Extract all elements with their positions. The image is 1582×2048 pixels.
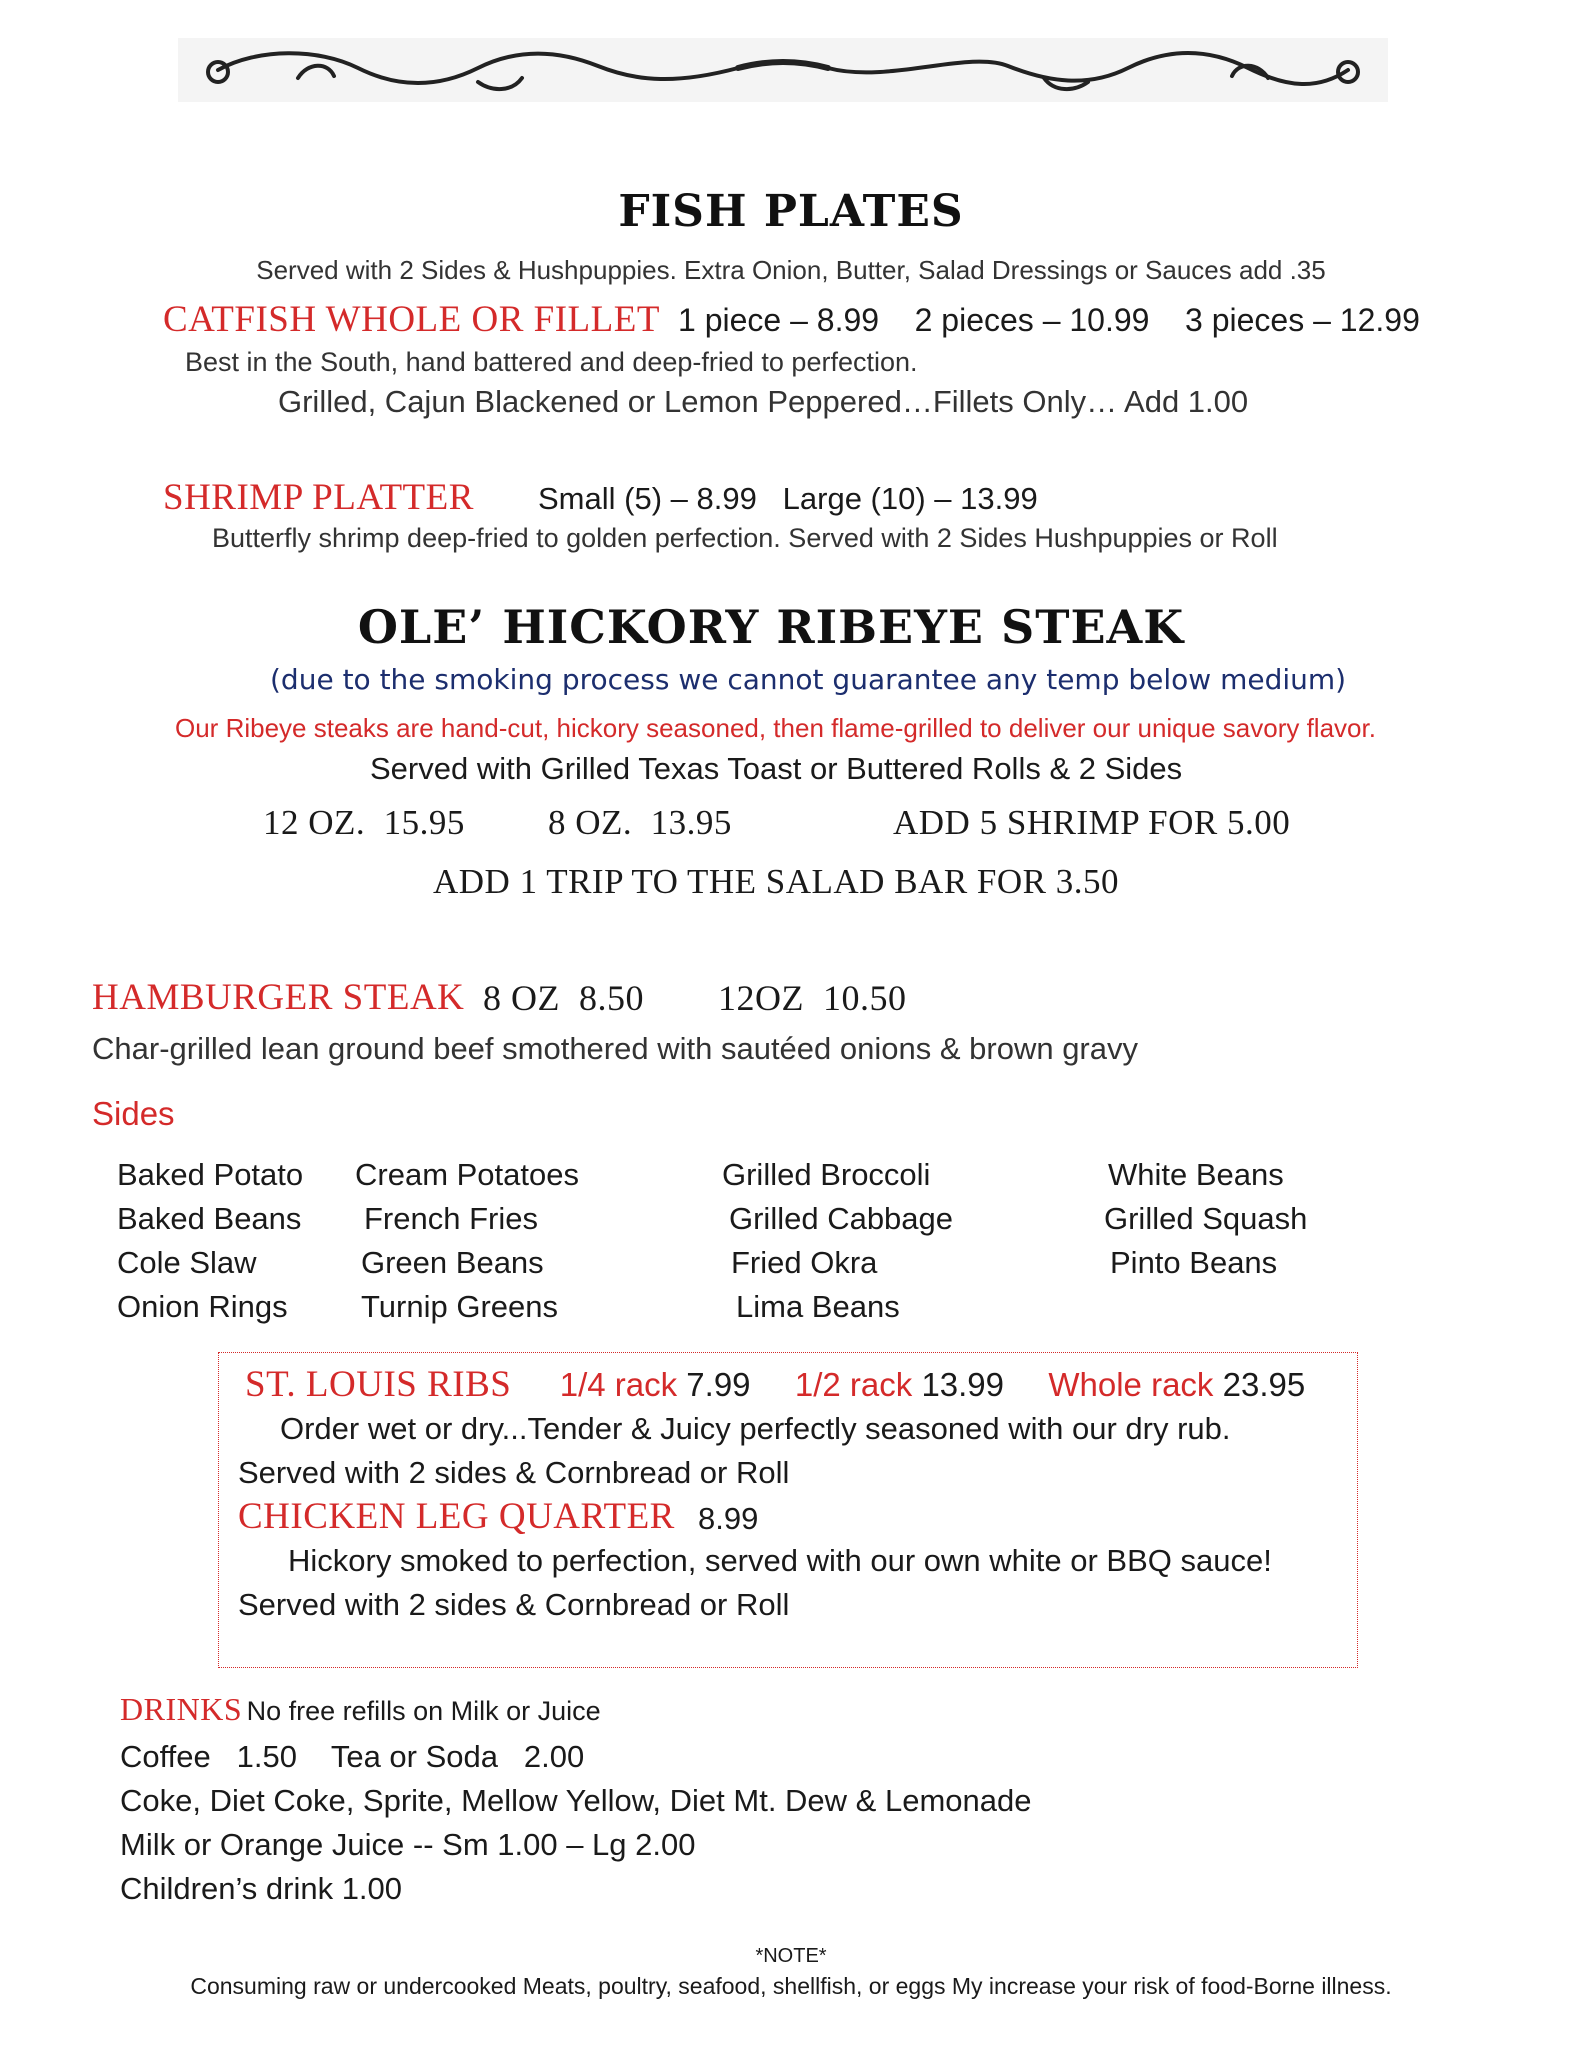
note-label: *NOTE*: [755, 1945, 827, 1967]
side-item: Grilled Broccoli: [722, 1157, 931, 1192]
drinks-line: Coffee 1.50 Tea or Soda 2.00: [120, 1739, 585, 1774]
side-item: Cream Potatoes: [355, 1157, 579, 1192]
ribs-quarter-label: 1/4 rack: [559, 1366, 678, 1403]
ribeye-8oz-price: 8 OZ. 13.95: [548, 803, 732, 842]
drinks-refill-note: No free refills on Milk or Juice: [246, 1696, 601, 1726]
drinks-line: Children’s drink 1.00: [120, 1871, 403, 1906]
side-item: Baked Beans: [117, 1201, 302, 1236]
drinks-title: DRINKS: [120, 1691, 243, 1727]
hamburger-8oz-price: 8 OZ 8.50: [483, 978, 644, 1018]
ribs-title: ST. LOUIS RIBS: [245, 1364, 512, 1405]
side-item: Fried Okra: [731, 1245, 878, 1280]
chicken-price: 8.99: [698, 1501, 759, 1536]
fish-plates-subtitle: Served with 2 Sides & Hushpuppies. Extra Onion, Butter, Salad Dressings or Sauces add .35: [256, 255, 1326, 285]
raw-food-warning: Consuming raw or undercooked Meats, poultry, seafood, shellfish, or eggs My increase your risk of food-Borne illness.: [190, 1973, 1392, 1999]
fish-plates-heading: FISH PLATES: [618, 186, 964, 237]
ribeye-served-with: Served with Grilled Texas Toast or Buttered Rolls & 2 Sides: [370, 751, 1183, 786]
ribeye-12oz-price: 12 OZ. 15.95: [263, 803, 465, 842]
ribeye-add-shrimp: ADD 5 SHRIMP FOR 5.00: [893, 803, 1291, 842]
sides-column-1: [117, 1153, 303, 1329]
shrimp-platter-prices: Small (5) – 8.99 Large (10) – 13.99: [538, 481, 1038, 516]
drinks-list: [120, 1735, 1031, 1911]
ribs-quarter-price: 7.99: [686, 1366, 751, 1403]
side-item: Grilled Cabbage: [729, 1201, 954, 1236]
hamburger-steak-title: HAMBURGER STEAK: [92, 977, 465, 1018]
side-item: Baked Potato: [117, 1157, 304, 1192]
ribs-description: Order wet or dry...Tender & Juicy perfectly seasoned with our dry rub.: [280, 1411, 1231, 1446]
side-item: Onion Rings: [117, 1289, 288, 1324]
ribs-served-with: Served with 2 sides & Cornbread or Roll: [238, 1455, 790, 1490]
ribeye-temp-note: (due to the smoking process we cannot guarantee any temp below medium): [270, 663, 1347, 696]
hamburger-description: Char-grilled lean ground beef smothered with sautéed onions & brown gravy: [92, 1031, 1138, 1066]
side-item: Green Beans: [361, 1245, 544, 1280]
ribs-half-label: 1/2 rack: [794, 1366, 913, 1403]
catfish-grilled-note: Grilled, Cajun Blackened or Lemon Peppered…Fillets Only… Add 1.00: [278, 384, 1249, 419]
drinks-line: Milk or Orange Juice -- Sm 1.00 – Lg 2.00: [120, 1827, 696, 1862]
scroll-ornament: [178, 38, 1388, 102]
ribeye-add-salad-bar: ADD 1 TRIP TO THE SALAD BAR FOR 3.50: [433, 862, 1120, 901]
sides-column-2: [355, 1153, 579, 1329]
sides-column-3: [722, 1153, 953, 1329]
sides-heading: Sides: [92, 1095, 175, 1132]
catfish-description: Best in the South, hand battered and deep-fried to perfection.: [185, 347, 918, 377]
side-item: White Beans: [1108, 1157, 1284, 1192]
catfish-prices: 1 piece – 8.99 2 pieces – 10.99 3 pieces – 12.99: [678, 302, 1420, 338]
drinks-line: Coke, Diet Coke, Sprite, Mellow Yellow, Diet Mt. Dew & Lemonade: [120, 1783, 1032, 1818]
side-item: Grilled Squash: [1104, 1201, 1308, 1236]
ribeye-heading: OLE’ HICKORY RIBEYE STEAK: [357, 600, 1185, 654]
ribs-whole-label: Whole rack: [1048, 1366, 1214, 1403]
sides-column-4: [1104, 1153, 1308, 1285]
side-item: Cole Slaw: [117, 1245, 257, 1280]
hamburger-12oz-price: 12OZ 10.50: [718, 978, 907, 1018]
side-item: Lima Beans: [736, 1289, 900, 1324]
shrimp-platter-title: SHRIMP PLATTER: [163, 477, 474, 518]
chicken-served-with: Served with 2 sides & Cornbread or Roll: [238, 1587, 790, 1622]
chicken-title: CHICKEN LEG QUARTER: [238, 1496, 675, 1537]
ribs-line: [245, 1363, 1305, 1406]
ribeye-description: Our Ribeye steaks are hand-cut, hickory seasoned, then flame-grilled to deliver our unique savory flavor.: [175, 713, 1376, 743]
side-item: Turnip Greens: [361, 1289, 558, 1324]
ribs-whole-price: 23.95: [1222, 1366, 1306, 1403]
catfish-title: CATFISH WHOLE OR FILLET: [163, 299, 660, 340]
side-item: French Fries: [364, 1201, 538, 1236]
drinks-header: [120, 1691, 601, 1728]
ribs-half-price: 13.99: [921, 1366, 1005, 1403]
chicken-description: Hickory smoked to perfection, served with our own white or BBQ sauce!: [288, 1543, 1272, 1578]
shrimp-platter-description: Butterfly shrimp deep-fried to golden perfection. Served with 2 Sides Hushpuppies or Roll: [212, 523, 1278, 553]
side-item: Pinto Beans: [1110, 1245, 1278, 1280]
